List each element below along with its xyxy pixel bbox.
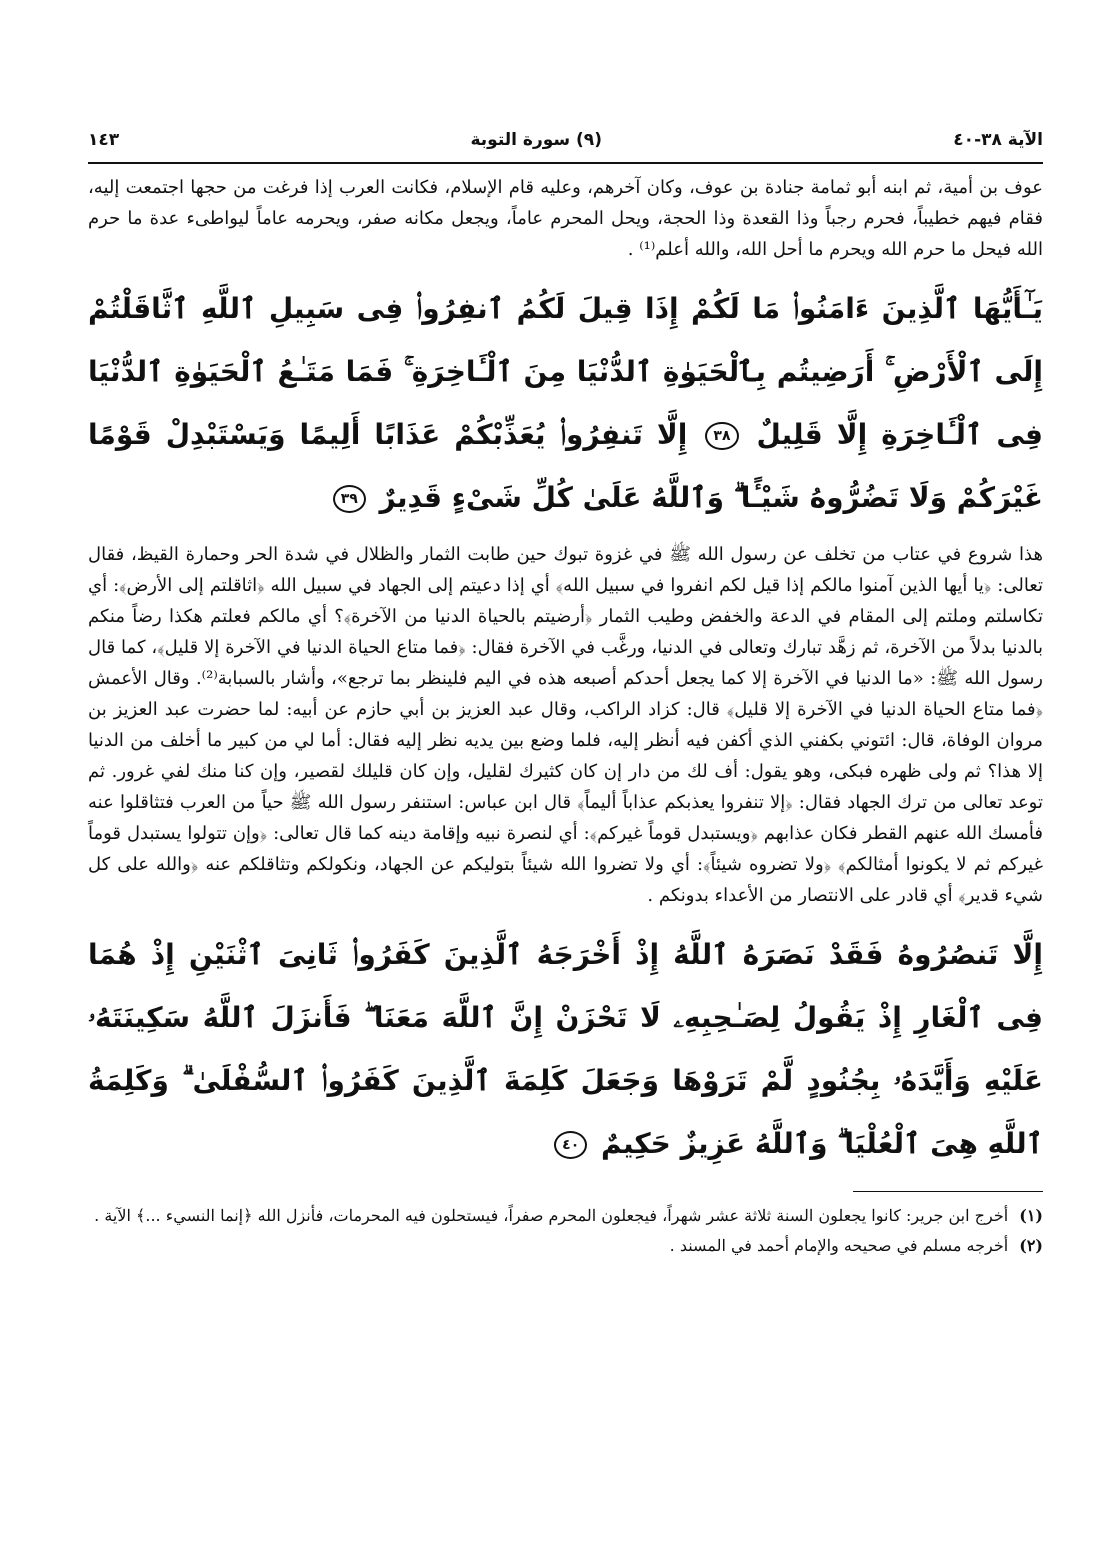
footnote-1-number: (١) <box>1019 1206 1043 1225</box>
verse-number-38: ٣٨ <box>705 422 738 450</box>
quran-verse-40 <box>88 923 1043 1175</box>
tafsir-commentary: هذا شروع في عتاب من تخلف عن رسول الله ﷺ في غزوة تبوك حين طابت الثمار والظلال في شدة الحر وحمارة القيظ، فقال تعالى: ﴿يا أيها الذين آمنوا مالكم إذا قيل لكم انفروا في سبيل الله﴾ أي إذا دعيتم إلى الجهاد في سبيل الله ﴿اثاقلتم إلى الأرض﴾: أي تكاسلتم وملتم إلى المقام في الدعة والخفض وطيب الثمار ﴿أرضيتم بالحياة الدنيا من الآخرة﴾؟ أي مالكم فعلتم هكذا رضاً منكم بالدنيا بدلاً من الآخرة، ثم زهَّد تبارك وتعالى في الدنيا، ورغَّب في الآخرة فقال: ﴿فما متاع الحياة الدنيا في الآخرة إلا قليل﴾، كما قال رسول الله ﷺ: «ما الدنيا في الآخرة إلا كما يجعل أحدكم أصبعه هذه في اليم فلينظر بما ترجع»، وأشار بالسبابة⁽²⁾. وقال الأعمش ﴿فما متاع الحياة الدنيا في الآخرة إلا قليل﴾ قال: كزاد الراكب، وقال عبد العزيز بن أبي حازم عن أبيه: لما حضرت عبد العزيز بن مروان الوفاة، قال: ائتوني بكفني الذي أكفن فيه أنظر إليه، فلما وضع بين يديه نظر إليه فقال: أما لي من كبير ما أخلف من الدنيا إلا هذا؟ ثم ولى ظهره فبكى، وهو يقول: أف لك من دار إن كان كثيرك لقليل، وإن كان قليلك لقصير، وإن كنا منك لفي غرور. ثم توعد تعالى من ترك الجهاد فقال: ﴿إلا تنفروا يعذبكم عذاباً أليماً﴾ قال ابن عباس: استنفر رسول الله ﷺ حياً من العرب فتثاقلوا عنه فأمسك الله عنهم القطر فكان عذابهم ﴿ويستبدل قوماً غيركم﴾: أي لنصرة نبيه وإقامة دينه كما قال تعالى: ﴿وإن تتولوا يستبدل قوماً غيركم ثم لا يكونوا أمثالكم﴾ ﴿ولا تضروه شيئاً﴾: أي ولا تضروا الله شيئاً بتوليكم عن الجهاد، ونكولكم وتثاقلكم عنه ﴿والله على كل شيء قدير﴾ أي قادر على الانتصار من الأعداء بدونكم . <box>88 544 1043 906</box>
verse-38-text: يَـٰٓأَيُّهَا ٱلَّذِينَ ءَامَنُوا۟ مَا لَكُمْ إِذَا قِيلَ لَكُمُ ٱنفِرُوا۟ فِى سَبِيلِ ٱللَّهِ ٱثَّاقَلْتُمْ إِلَى ٱلْأَرْضِ ۚ أَرَضِيتُم بِٱلْحَيَوٰةِ ٱلدُّنْيَا مِنَ ٱلْـَٔاخِرَةِ ۚ فَمَا مَتَـٰعُ ٱلْحَيَوٰةِ ٱلدُّنْيَا فِى ٱلْـَٔاخِرَةِ إِلَّا قَلِيلٌ <box>88 292 1044 451</box>
verse-number-39: ٣٩ <box>333 485 366 513</box>
footnote-2-number: (٢) <box>1019 1236 1043 1255</box>
footnote-divider <box>853 1191 1043 1192</box>
footnotes <box>88 1202 1043 1260</box>
footnote-1 <box>88 1202 1043 1230</box>
surah-title: (٩) سورة التوبة <box>470 130 602 150</box>
verse-number-40: ٤٠ <box>554 1131 587 1159</box>
verse-40-text: إِلَّا تَنصُرُوهُ فَقَدْ نَصَرَهُ ٱللَّهُ إِذْ أَخْرَجَهُ ٱلَّذِينَ كَفَرُوا۟ ثَانِىَ ٱثْنَيْنِ إِذْ هُمَا فِى ٱلْغَارِ إِذْ يَقُولُ لِصَـٰحِبِهِۦ لَا تَحْزَنْ إِنَّ ٱللَّهَ مَعَنَا ۖ فَأَنزَلَ ٱللَّهُ سَكِينَتَهُۥ عَلَيْهِ وَأَيَّدَهُۥ بِجُنُودٍ لَّمْ تَرَوْهَا وَجَعَلَ كَلِمَةَ ٱلَّذِينَ كَفَرُوا۟ ٱلسُّفْلَىٰ ۗ وَكَلِمَةُ ٱللَّهِ هِىَ ٱلْعُلْيَا ۗ وَٱللَّهُ عَزِيزٌ حَكِيمٌ <box>88 938 1043 1160</box>
book-page <box>88 118 1043 1538</box>
verse-range-label: الآية ٣٨-٤٠ <box>953 130 1043 150</box>
footnote-2-text: أخرجه مسلم في صحيحه والإمام أحمد في المسند . <box>669 1236 1009 1255</box>
page-number: ١٤٣ <box>88 130 120 150</box>
intro-paragraph: عوف بن أمية، ثم ابنه أبو ثمامة جنادة بن عوف، وكان آخرهم، وعليه قام الإسلام، فكانت العرب إذا فرغت من حجها اجتمعت إليه، فقام فيهم خطيباً، فحرم رجباً وذا القعدة وذا الحجة، ويحل المحرم عاماً، ويجعل مكانه صفر، ويحرمه عاماً ليواطىء عدة ما حرم الله فيحل ما حرم الله ويحرم ما أحل الله، والله أعلم⁽¹⁾ . <box>88 177 1043 260</box>
footnote-2 <box>88 1232 1043 1260</box>
page-header <box>88 118 1043 164</box>
quran-verses-38-39 <box>88 277 1043 529</box>
verse-39-text: إِلَّا تَنفِرُوا۟ يُعَذِّبْكُمْ عَذَابًا أَلِيمًا وَيَسْتَبْدِلْ قَوْمًا غَيْرَكُمْ وَلَا تَضُرُّوهُ شَيْـًٔا ۗ وَٱللَّهُ عَلَىٰ كُلِّ شَىْءٍ قَدِيرٌ <box>88 418 1043 514</box>
footnote-1-text: أخرج ابن جرير: كانوا يجعلون السنة ثلاثة عشر شهراً، فيجعلون المحرم صفراً، فيستحلون فيه المحرمات، فأنزل الله ﴿إنما النسيء ...﴾ الآية . <box>94 1206 1009 1225</box>
